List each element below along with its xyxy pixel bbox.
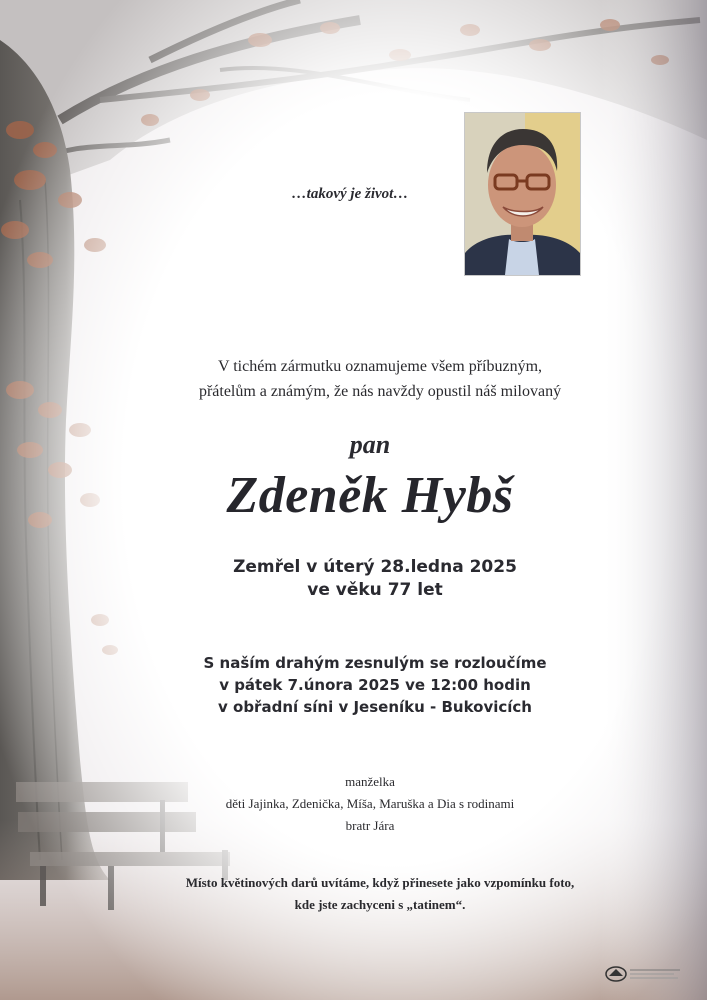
mourners-list — [170, 771, 570, 837]
announcement-line-1: V tichém zármutku oznamujeme všem příbuzným, — [217, 358, 543, 375]
deceased-name: Zdeněk Hybš — [226, 467, 514, 524]
mourner-spouse: manželka — [345, 774, 395, 789]
announcement-line-2: přátelům a známým, že nás navždy opustil náš milovaný — [198, 383, 562, 400]
honorific: pan — [349, 430, 391, 459]
ceremony-line-1: S naším drahým zesnulým se rozloučíme — [203, 654, 547, 672]
mourner-brother: bratr Jára — [345, 818, 395, 833]
note-line-1: Místo květinových darů uvítáme, když přinesete jako vzpomínku foto, — [185, 875, 575, 890]
death-date: Zemřel v úterý 28.ledna 2025 — [233, 557, 517, 577]
farewell-ceremony-info — [150, 652, 600, 718]
flowers-note — [150, 872, 610, 916]
ceremony-line-3: v obřadní síni v Jeseníku - Bukovicích — [218, 698, 532, 716]
death-info — [150, 556, 600, 602]
funeral-service-logo-icon — [604, 964, 684, 984]
death-age: ve věku 77 let — [307, 580, 443, 600]
ceremony-line-2: v pátek 7.února 2025 ve 12:00 hodin — [219, 676, 531, 694]
note-line-2: kde jste zachyceni s „tatinem“. — [294, 897, 466, 912]
motto-quote: …takový je život… — [291, 186, 409, 202]
portrait-photo — [464, 112, 581, 276]
mourner-children: děti Jajinka, Zdenička, Míša, Maruška a Dia s rodinami — [225, 796, 515, 811]
announcement-text — [120, 354, 640, 404]
